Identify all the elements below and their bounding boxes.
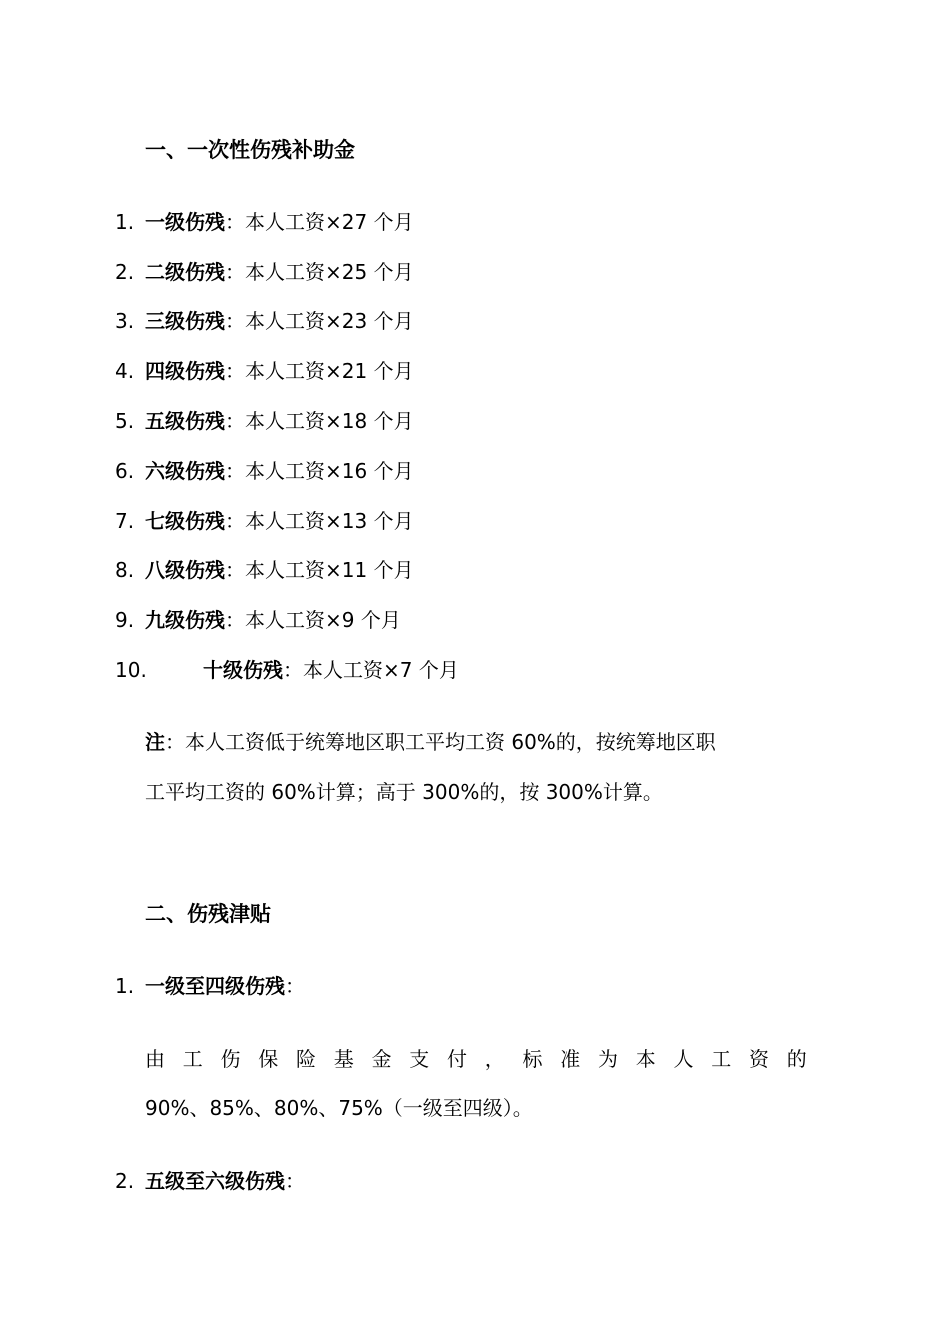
item-number: 2. xyxy=(115,260,135,284)
item-number: 10. xyxy=(115,658,147,682)
section1-heading: 一、一次性伤残补助金 xyxy=(145,138,355,162)
item-text: 本人工资×18 个月 xyxy=(245,409,414,433)
item-separator: ： xyxy=(225,260,245,284)
item-number: 1. xyxy=(115,210,135,234)
item-label: 五级至六级伤残 xyxy=(145,1169,285,1193)
note-line-2 xyxy=(145,777,807,807)
list-item xyxy=(115,356,414,386)
list-item xyxy=(115,506,414,536)
paragraph-char: 伤 xyxy=(220,1047,241,1071)
item-separator: ： xyxy=(225,608,245,632)
note-text-2: 工平均工资的 60%计算；高于 300%的，按 300%计算。 xyxy=(145,780,663,804)
paragraph-char: 支 xyxy=(409,1047,430,1071)
paragraph-char: 为 xyxy=(598,1047,618,1071)
paragraph-char: 工 xyxy=(182,1047,203,1071)
item-text: 本人工资×21 个月 xyxy=(245,359,414,383)
item-label: 一级伤残 xyxy=(145,210,225,234)
item-number: 8. xyxy=(115,558,135,582)
list-item xyxy=(115,406,414,436)
item-label: 五级伤残 xyxy=(145,409,225,433)
paragraph-char: ， xyxy=(484,1047,505,1071)
list-item xyxy=(115,605,401,635)
paragraph-char: 工 xyxy=(711,1047,732,1071)
paragraph-char: 资 xyxy=(749,1047,769,1071)
item-text: 本人工资×25 个月 xyxy=(245,260,414,284)
paragraph-char: 本 xyxy=(635,1047,656,1071)
list-item xyxy=(115,971,305,1001)
item-separator: ： xyxy=(285,1169,305,1193)
item-number: 5. xyxy=(115,409,135,433)
section2-heading: 二、伤残津贴 xyxy=(145,902,271,926)
item-label: 十级伤残 xyxy=(203,658,283,682)
item-number: 3. xyxy=(115,309,135,333)
item-label: 七级伤残 xyxy=(145,509,225,533)
note-line-1 xyxy=(145,727,807,757)
item-label: 一级至四级伤残 xyxy=(145,974,285,998)
item-separator: ： xyxy=(285,974,305,998)
item-number: 4. xyxy=(115,359,135,383)
paragraph-char: 的 xyxy=(786,1047,807,1071)
paragraph-char: 金 xyxy=(371,1047,392,1071)
item-separator: ： xyxy=(225,509,245,533)
item-separator: ： xyxy=(225,210,245,234)
item-text: 本人工资×11 个月 xyxy=(245,558,414,582)
item-text: 本人工资×13 个月 xyxy=(245,509,414,533)
item-label: 六级伤残 xyxy=(145,459,225,483)
paragraph-char: 人 xyxy=(673,1047,694,1071)
list-item xyxy=(115,655,459,685)
paragraph-char: 由 xyxy=(145,1047,165,1071)
note-label: 注 xyxy=(145,730,165,754)
item-label: 二级伤残 xyxy=(145,260,225,284)
item-text: 本人工资×23 个月 xyxy=(245,309,414,333)
paragraph-line-2: 90%、85%、80%、75%（一级至四级）。 xyxy=(145,1096,533,1120)
item-separator: ： xyxy=(225,558,245,582)
item-number: 9. xyxy=(115,608,135,632)
note-text-1: ：本人工资低于统筹地区职工平均工资 60%的，按统筹地区职 xyxy=(165,730,716,754)
item-separator: ： xyxy=(225,359,245,383)
paragraph-char: 准 xyxy=(560,1047,581,1071)
paragraph-char: 险 xyxy=(296,1047,316,1071)
item-separator: ： xyxy=(283,658,303,682)
item-label: 四级伤残 xyxy=(145,359,225,383)
item-label: 八级伤残 xyxy=(145,558,225,582)
list-item xyxy=(115,257,414,287)
paragraph-char: 保 xyxy=(258,1047,279,1071)
paragraph-char: 标 xyxy=(522,1047,543,1071)
item-text: 本人工资×27 个月 xyxy=(245,210,414,234)
item-separator: ： xyxy=(225,409,245,433)
item-number: 7. xyxy=(115,509,135,533)
list-item xyxy=(115,555,414,585)
item-text: 本人工资×7 个月 xyxy=(303,658,459,682)
item-number: 1. xyxy=(115,974,135,998)
list-item xyxy=(115,1166,305,1196)
item-label: 三级伤残 xyxy=(145,309,225,333)
item-label: 九级伤残 xyxy=(145,608,225,632)
item-text: 本人工资×16 个月 xyxy=(245,459,414,483)
paragraph-char: 付 xyxy=(447,1047,467,1071)
item-text: 本人工资×9 个月 xyxy=(245,608,401,632)
item-separator: ： xyxy=(225,459,245,483)
list-item xyxy=(115,207,414,237)
list-item xyxy=(115,456,414,486)
item-number: 6. xyxy=(115,459,135,483)
item-number: 2. xyxy=(115,1169,135,1193)
list-item xyxy=(115,306,414,336)
item-separator: ： xyxy=(225,309,245,333)
paragraph-line-1 xyxy=(145,1044,807,1074)
paragraph-char: 基 xyxy=(333,1047,354,1071)
